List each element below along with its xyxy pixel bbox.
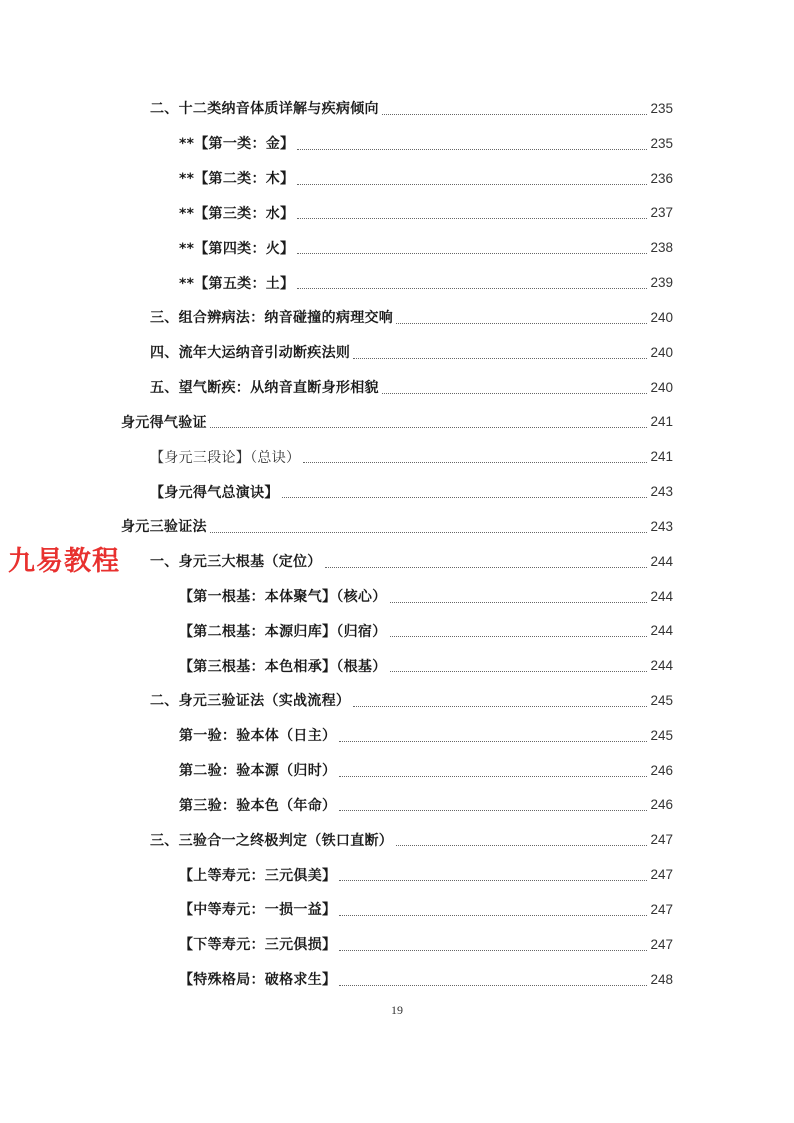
toc-entry[interactable] [0, 370, 794, 405]
toc-entry-page: 236 [650, 170, 673, 186]
toc-entry-page: 247 [650, 936, 673, 952]
toc-entry[interactable] [0, 927, 794, 962]
toc-entry[interactable] [0, 822, 794, 857]
toc-entry-title: 【身元三段论】（总诀） [150, 449, 301, 466]
toc-entry[interactable] [0, 788, 794, 823]
toc-entry-page: 245 [650, 727, 673, 743]
toc-dot-leader [282, 497, 648, 498]
toc-entry[interactable] [0, 91, 794, 126]
toc-entry-title: 四、流年大运纳音引动断疾法则 [150, 345, 351, 362]
toc-entry-page: 243 [650, 484, 673, 500]
toc-entry[interactable] [0, 300, 794, 335]
toc-entry-title: 【第一根基：本体聚气】（核心） [179, 589, 387, 605]
toc-dot-leader [339, 810, 647, 811]
toc-entry-title: 【特殊格局：破格求生】 [179, 972, 337, 989]
toc-entry-title: 第一验：验本体（日主） [179, 728, 337, 745]
toc-entry-page: 247 [650, 832, 673, 848]
toc-entry-page: 246 [650, 762, 673, 778]
toc-entry-title: **【第五类：土】 [179, 275, 295, 292]
toc-entry-title: 第二验：验本源（归时） [179, 763, 337, 780]
toc-dot-leader [390, 636, 648, 637]
toc-entry-title: 【第三根基：本色相承】（根基） [179, 658, 387, 675]
toc-dot-leader [396, 323, 647, 324]
toc-entry-title: 五、望气断疾：从纳音直断身形相貌 [150, 380, 379, 397]
toc-entry-page: 235 [650, 100, 673, 116]
toc-entry-page: 241 [650, 414, 673, 430]
toc-entry[interactable] [0, 753, 794, 788]
toc-dot-leader [390, 671, 648, 672]
toc-entry-page: 240 [650, 309, 673, 325]
toc-entry[interactable] [0, 509, 794, 544]
toc-entry-page: 248 [650, 971, 673, 987]
toc-entry-page: 247 [650, 901, 673, 917]
toc-entry[interactable] [0, 613, 794, 648]
toc-entry-page: 235 [650, 135, 673, 151]
toc-entry[interactable] [0, 857, 794, 892]
toc-dot-leader [325, 567, 648, 568]
toc-entry-title: 身元得气验证 [121, 414, 207, 431]
toc-dot-leader [339, 776, 647, 777]
toc-entry-page: 237 [650, 205, 673, 221]
toc-entry-title: 【第二根基：本源归库】（归宿） [179, 623, 387, 640]
toc-entry-page: 244 [650, 553, 673, 569]
toc-entry-page: 238 [650, 240, 673, 256]
toc-dot-leader [297, 288, 647, 289]
toc-entry-page: 244 [650, 623, 673, 639]
toc-entry-page: 247 [650, 867, 673, 883]
toc-entry[interactable] [0, 962, 794, 997]
toc-entry-title: 二、十二类纳音体质详解与疾病倾向 [150, 101, 379, 118]
toc-entry[interactable] [0, 265, 794, 300]
toc-dot-leader [339, 915, 647, 916]
toc-dot-leader [339, 950, 647, 951]
toc-entry[interactable] [0, 474, 794, 509]
toc-dot-leader [297, 149, 647, 150]
toc-dot-leader [382, 114, 648, 115]
toc-entry-page: 239 [650, 275, 673, 291]
toc-entry-title: 第三验：验本色（年命） [179, 797, 337, 814]
toc-entry[interactable] [0, 161, 794, 196]
watermark: 九易教程 [8, 542, 124, 582]
toc-entry[interactable] [0, 892, 794, 927]
toc-entry-title: **【第二类：木】 [179, 171, 295, 188]
toc-entry-title: 三、三验合一之终极判定（铁口直断） [150, 832, 394, 849]
toc-entry-page: 244 [650, 658, 673, 674]
toc-entry-title: 一、身元三大根基（定位） [150, 554, 322, 571]
toc-dot-leader [210, 427, 648, 428]
toc-entry[interactable] [0, 335, 794, 370]
toc-dot-leader [339, 880, 647, 881]
toc-dot-leader [390, 602, 648, 603]
toc-entry-title: 【中等寿元：一损一益】 [179, 902, 337, 919]
toc-entry[interactable] [0, 126, 794, 161]
toc-entry[interactable] [0, 648, 794, 683]
toc-dot-leader [353, 358, 647, 359]
toc-entry-title: 【上等寿元：三元俱美】 [179, 867, 337, 884]
toc-entry-page: 244 [650, 588, 673, 604]
toc-entry-page: 246 [650, 797, 673, 813]
toc-entry-title: 二、身元三验证法（实战流程） [150, 693, 351, 710]
toc-entry-title: **【第三类：水】 [179, 205, 295, 222]
toc-entry-title: **【第一类：金】 [179, 136, 295, 153]
toc-dot-leader [382, 393, 648, 394]
toc-dot-leader [210, 532, 648, 533]
toc-entry[interactable] [0, 439, 794, 474]
toc-dot-leader [297, 184, 647, 185]
toc-entry-page: 241 [650, 449, 673, 465]
toc-dot-leader [303, 462, 647, 463]
toc-entry[interactable] [0, 718, 794, 753]
toc-dot-leader [353, 706, 647, 707]
toc-dot-leader [339, 741, 647, 742]
toc-entry-title: 【下等寿元：三元俱损】 [179, 937, 337, 954]
toc-entry[interactable] [0, 579, 794, 614]
toc-entry-title: 【身元得气总演诀】 [150, 484, 279, 501]
toc-entry-page: 240 [650, 379, 673, 395]
toc-entry-page: 240 [650, 344, 673, 360]
toc-entry-page: 243 [650, 518, 673, 534]
toc-entry[interactable] [0, 683, 794, 718]
toc-entry[interactable] [0, 404, 794, 439]
page-number: 19 [391, 1003, 403, 1017]
toc-entry[interactable] [0, 195, 794, 230]
toc-dot-leader [297, 218, 647, 219]
toc-dot-leader [396, 845, 647, 846]
toc-entry[interactable] [0, 230, 794, 265]
toc-entry-title: 三、组合辨病法：纳音碰撞的病理交响 [150, 310, 394, 327]
toc-entry-page: 245 [650, 692, 673, 708]
toc-dot-leader [297, 253, 647, 254]
toc-entry-title: 身元三验证法 [121, 519, 207, 536]
toc-entry-title: **【第四类：火】 [179, 240, 295, 257]
toc-dot-leader [339, 985, 647, 986]
